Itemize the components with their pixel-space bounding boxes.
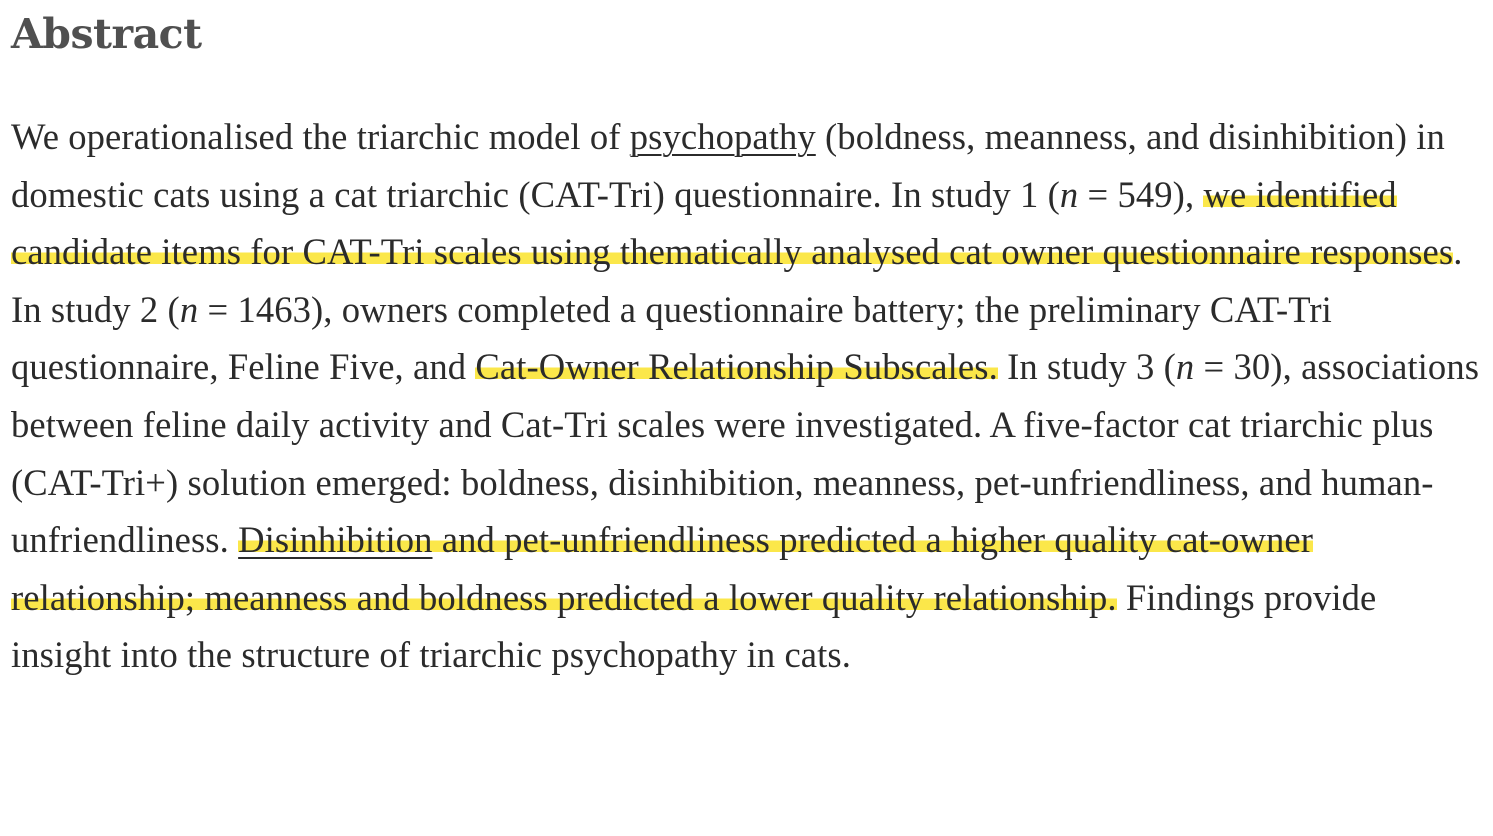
sample-size-variable: n: [1059, 173, 1079, 215]
abstract-text: In study 3 (: [997, 346, 1176, 388]
abstract-text: We operationalised the triarchic model of: [11, 116, 630, 157]
abstract-text: = 549),: [1078, 173, 1204, 215]
abstract-text: Findings provide insight into the structure of triarchic psychopathy in cats.: [11, 576, 1377, 676]
sample-size-variable: n: [179, 288, 199, 330]
abstract-paragraph: [11, 108, 1481, 684]
abstract-heading: Abstract: [11, 10, 202, 58]
disinhibition-link[interactable]: Disinhibition: [238, 519, 433, 561]
sample-size-variable: n: [1175, 346, 1195, 388]
highlight-relationship-subscales: Cat-Owner Relationship Subscales.: [475, 346, 998, 388]
abstract-text: . In study 2 (: [11, 231, 1463, 330]
abstract-text: = 1463), owners completed a questionnaire battery; the preliminary CAT-Tri questionnaire, Feline Five, and: [11, 288, 1332, 388]
psychopathy-link[interactable]: psychopathy: [629, 116, 816, 157]
abstract-text: = 30), associations between feline daily activity and Cat-Tri scales were investigated. A five-factor cat triarchic plus (CAT-Tri+) solution emerged: boldness, disinhibition, meanness, pet-unfriendliness, and human-unfriendliness.: [11, 346, 1480, 561]
abstract-section: [11, 0, 1481, 684]
abstract-text: and pet-unfriendliness predicted a higher quality cat-owner relationship; meanness and boldness predicted a lower quality relationship.: [11, 519, 1313, 618]
abstract-text: (boldness, meanness, and disinhibition) in domestic cats using a cat triarchic (CAT-Tri) questionnaire. In study 1 (: [11, 116, 1445, 215]
highlight-study1-method: we identified candidate items for CAT-Tri scales using thematically analysed cat owner questionnaire responses: [11, 173, 1454, 273]
